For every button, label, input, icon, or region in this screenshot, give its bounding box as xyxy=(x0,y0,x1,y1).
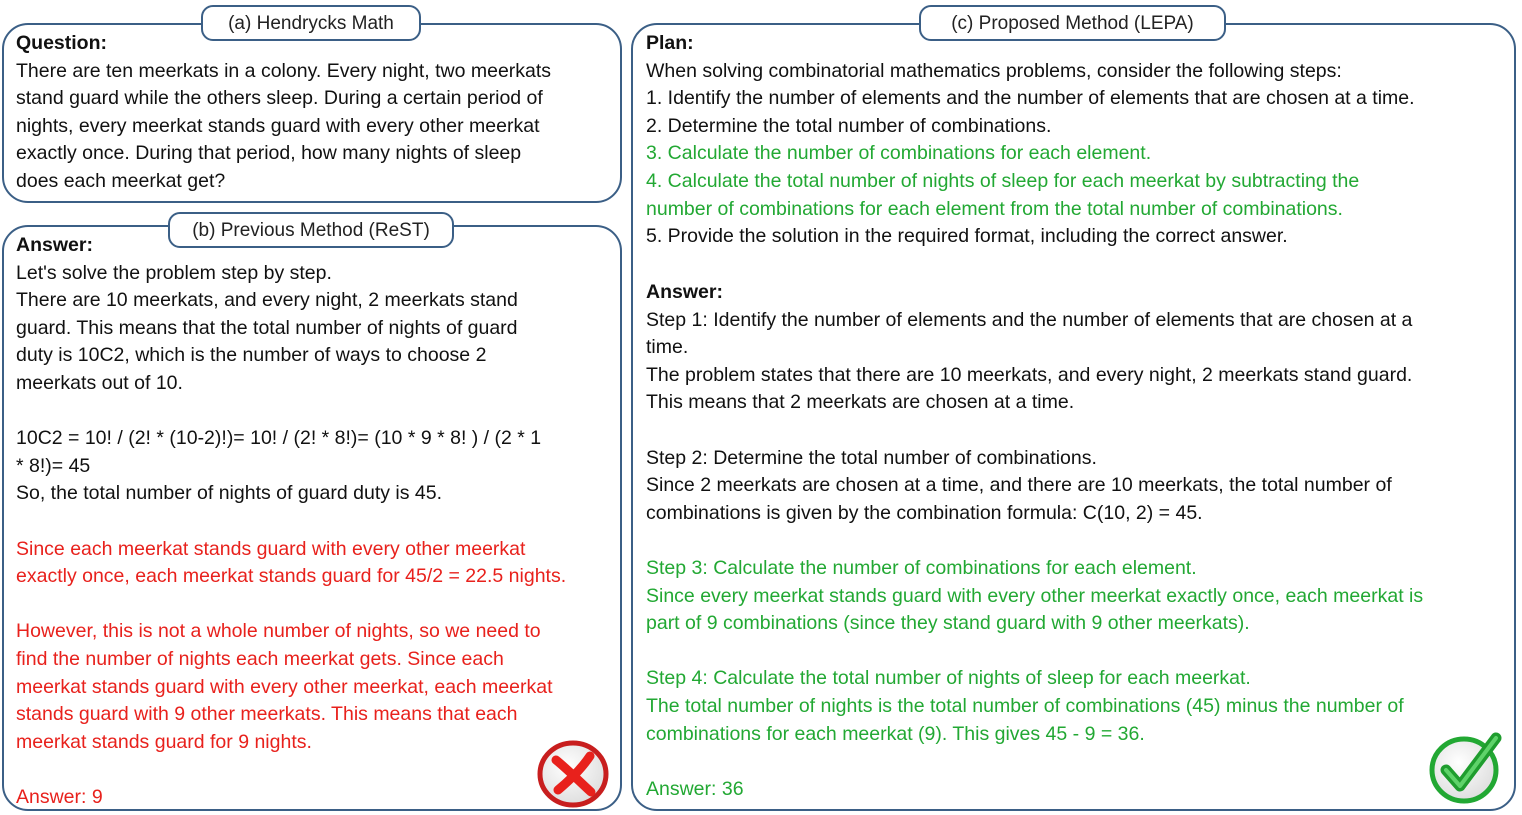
lepa-answer-line: This means that 2 meerkats are chosen at a time. xyxy=(646,391,1075,414)
panel-a-tag: (a) Hendrycks Math xyxy=(201,5,421,41)
lepa-answer-line: Since 2 meerkats are chosen at a time, and there are 10 meerkats, the total number of xyxy=(646,474,1392,497)
question-line: nights, every meerkat stands guard with every other meerkat xyxy=(16,114,540,137)
question-line: stand guard while the others sleep. During a certain period of xyxy=(16,87,543,110)
rest-answer-line: duty is 10C2, which is the number of ways to choose 2 xyxy=(16,344,487,367)
question-line: does each meerkat get? xyxy=(16,169,226,192)
plan-line: 5. Provide the solution in the required format, including the correct answer. xyxy=(646,225,1288,248)
lepa-answer-line: Step 2: Determine the total number of combinations. xyxy=(646,446,1097,469)
lepa-answer-line: Answer: 36 xyxy=(646,777,744,800)
rest-answer-line: * 8!)= 45 xyxy=(16,454,91,477)
lepa-answer-line: Step 3: Calculate the number of combinations for each element. xyxy=(646,556,1197,579)
plan-line: When solving combinatorial mathematics problems, consider the following steps: xyxy=(646,59,1342,82)
green-check-icon xyxy=(1426,730,1506,804)
plan-line: 4. Calculate the total number of nights of sleep for each meerkat by subtracting the xyxy=(646,169,1360,192)
lepa-answer-line: The problem states that there are 10 meerkats, and every night, 2 meerkats stand guard. xyxy=(646,363,1413,386)
rest-answer-line: exactly once, each meerkat stands guard for 45/2 = 22.5 nights. xyxy=(16,565,567,588)
lepa-answer-line: part of 9 combinations (since they stand guard with 9 other meerkats). xyxy=(646,612,1250,635)
answer-label-b: Answer: xyxy=(16,234,93,256)
rest-answer-line: meerkat stands guard with every other meerkat, each meerkat xyxy=(16,675,553,698)
rest-answer-line: guard. This means that the total number of nights of guard xyxy=(16,316,518,339)
lepa-answer-line: The total number of nights is the total number of combinations (45) minus the number of xyxy=(646,694,1404,717)
rest-answer-line: meerkats out of 10. xyxy=(16,371,183,394)
plan-line: 2. Determine the total number of combinations. xyxy=(646,114,1052,137)
rest-answer-line: find the number of nights each meerkat gets. Since each xyxy=(16,647,504,670)
rest-answer-line: However, this is not a whole number of nights, so we need to xyxy=(16,620,541,643)
rest-answer-line: 10C2 = 10! / (2! * (10-2)!)= 10! / (2! * 8!)= (10 * 9 * 8! ) / (2 * 1 xyxy=(16,427,542,450)
rest-answer-line: meerkat stands guard for 9 nights. xyxy=(16,730,312,753)
rest-answer-line: Since each meerkat stands guard with every other meerkat xyxy=(16,537,526,560)
rest-answer-line: stands guard with 9 other meerkats. This means that each xyxy=(16,703,518,726)
lepa-answer-line: Step 4: Calculate the total number of nights of sleep for each meerkat. xyxy=(646,667,1251,690)
plan-label: Plan: xyxy=(646,32,694,54)
answer-label-c: Answer: xyxy=(646,281,723,303)
plan-line: 3. Calculate the number of combinations for each element. xyxy=(646,142,1152,165)
lepa-answer-line: Step 1: Identify the number of elements and the number of elements that are chosen at a xyxy=(646,308,1413,331)
question-line: exactly once. During that period, how many nights of sleep xyxy=(16,142,522,165)
plan-line: 1. Identify the number of elements and the number of elements that are chosen at a time. xyxy=(646,87,1415,110)
question-line: There are ten meerkats in a colony. Every night, two meerkats xyxy=(16,59,552,82)
rest-answer-line: Let's solve the problem step by step. xyxy=(16,261,332,284)
lepa-answer-line: combinations is given by the combination formula: C(10, 2) = 45. xyxy=(646,501,1203,524)
rest-answer-line: So, the total number of nights of guard duty is 45. xyxy=(16,482,443,505)
lepa-answer-line: time. xyxy=(646,336,689,359)
panel-b-tag: (b) Previous Method (ReST) xyxy=(168,212,454,248)
lepa-answer-line: Since every meerkat stands guard with every other meerkat exactly once, each meerkat is xyxy=(646,584,1424,607)
question-label: Question: xyxy=(16,32,107,54)
red-cross-icon xyxy=(536,738,612,808)
panel-c-tag: (c) Proposed Method (LEPA) xyxy=(919,5,1226,41)
lepa-answer-line: combinations for each meerkat (9). This gives 45 - 9 = 36. xyxy=(646,722,1145,745)
rest-answer-line: There are 10 meerkats, and every night, 2 meerkats stand xyxy=(16,289,518,312)
rest-answer-line: Answer: 9 xyxy=(16,785,103,808)
plan-line: number of combinations for each element from the total number of combinations. xyxy=(646,197,1343,220)
